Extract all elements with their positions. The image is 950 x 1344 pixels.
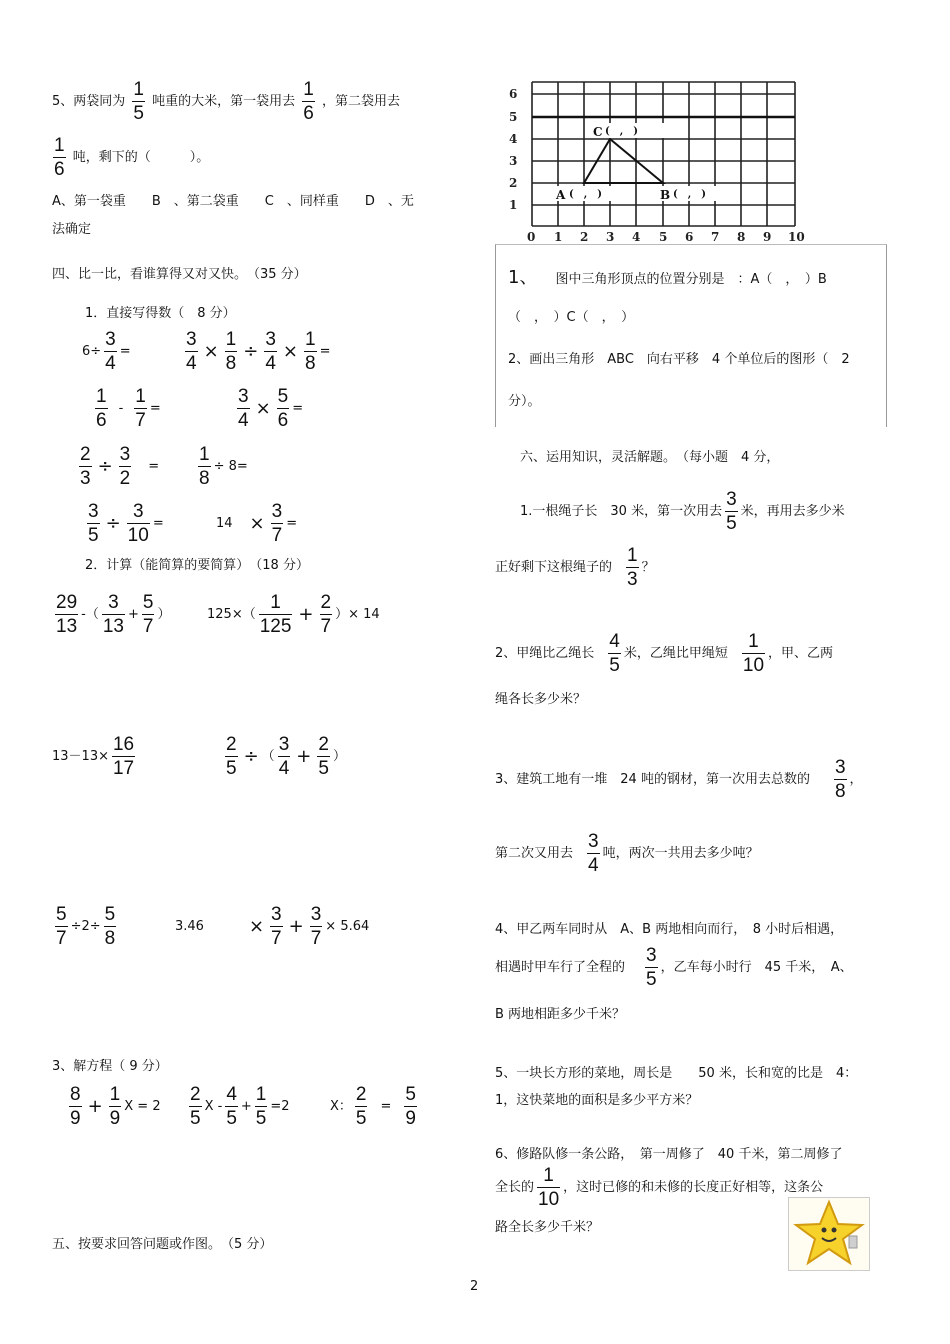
y-tick: 3 <box>509 154 518 168</box>
star-mascot-icon <box>788 1197 870 1271</box>
equation-1: $\frac{8}{9}$ + $\frac{1}{9}$ X = 2 <box>70 1084 161 1129</box>
problem-6-line3: 路全长多少千米？ <box>495 1220 600 1235</box>
y-tick: 1 <box>509 198 518 212</box>
x-tick: 8 <box>737 230 746 244</box>
fraction: $\frac{1}{5}$ <box>133 79 144 124</box>
y-tick: 2 <box>509 176 518 190</box>
y-tick: 5 <box>509 110 518 124</box>
x-tick: 6 <box>685 230 694 244</box>
problem-2-line1: 2、甲绳比乙绳长 $\frac{4}{5}$ 米，乙绳比甲绳短 $\frac{1}{10}$ ，甲、乙两 <box>495 631 834 676</box>
calc-3: 13－13× $\frac{16}{17}$ <box>52 734 135 779</box>
calc-6: 3.46 × $\frac{3}{7}$ + $\frac{3}{7}$ × 5.64 <box>175 904 370 949</box>
section-4-title: 四、比一比，看谁算得又对又快。 （35 分） <box>52 267 307 282</box>
expr-8: 14 × $\frac{3}{7}$ = <box>216 501 298 546</box>
vertex-a-label: A <box>556 188 566 202</box>
problem-4-line2: 相遇时甲车行了全程的 $\frac{3}{5}$ ，乙车每小时行 45 千米， A、 <box>495 945 853 990</box>
q5-options: A、第一袋重 B 、第二袋重 C 、同样重 D 、无 <box>52 194 414 209</box>
box-q1-line2: （ ， ）C（ ， ） <box>508 310 635 325</box>
y-tick: 4 <box>509 132 518 146</box>
subsection-1-title: 1．直接写得数（ 8 分） <box>85 306 236 321</box>
section-5-title: 五、按要求回答问题或作图。 （5 分） <box>52 1237 273 1252</box>
problem-2-line2: 绳各长多少米？ <box>495 692 587 707</box>
equation-3: X： $\frac{2}{5}$ = $\frac{5}{9}$ <box>330 1084 416 1129</box>
vertex-c-coords: ( , ) <box>605 126 638 137</box>
calc-5: $\frac{5}{7}$ ÷2÷ $\frac{5}{8}$ <box>56 904 116 949</box>
calc-2: 125×（ $\frac{1}{125}$ + $\frac{2}{7}$ ）× 14 <box>207 592 380 637</box>
calc-4: $\frac{2}{5}$ ÷ （ $\frac{3}{4}$ + $\frac{2}{5}$ ） <box>226 734 346 779</box>
x-tick: 4 <box>632 230 641 244</box>
fraction: $\frac{1}{6}$ <box>54 135 65 180</box>
box-q2-line2: 分）。 <box>508 394 541 409</box>
problem-5-line1: 5、一块长方形的菜地，周长是 50 米，长和宽的比是 4： <box>495 1066 858 1081</box>
expr-3: $\frac{1}{6}$ - $\frac{1}{7}$ = <box>96 386 161 431</box>
vertex-b-label: B <box>660 188 671 202</box>
expr-7: $\frac{3}{5}$ ÷ $\frac{3}{10}$ = <box>88 501 164 546</box>
problem-6-line1: 6、修路队修一条公路， 第一周修了 40 千米，第二周修了 <box>495 1147 843 1162</box>
problem-1-line1: 1.一根绳子长 30 米，第一次用去 $\frac{3}{5}$ 米，再用去多少米 <box>520 489 845 534</box>
vertex-a-coords: ( , ) <box>569 189 602 200</box>
subsection-2-title: 2．计算（能简算的要简算） （18 分） <box>85 558 309 573</box>
subsection-3-title: 3、解方程（ 9 分） <box>52 1059 168 1074</box>
calc-1: $\frac{29}{13}$ -（ $\frac{3}{13}$ + $\frac{5}{7}$ ） <box>56 592 171 637</box>
box-q1-line1: 1、 图中三角形顶点的位置分别是 ：A（ ， ）B <box>508 267 827 288</box>
problem-4-line1: 4、甲乙两车同时从 A、B 两地相向而行， 8 小时后相遇， <box>495 922 844 937</box>
vertex-c-label: C <box>593 125 603 139</box>
problem-1-line2: 正好剩下这根绳子的 $\frac{1}{3}$ ？ <box>495 545 655 590</box>
expr-6: $\frac{1}{8}$ ÷ 8= <box>199 444 248 489</box>
q5-options-cont: 法确定 <box>52 222 92 237</box>
x-tick: 0 <box>527 230 536 244</box>
x-tick: 1 <box>554 230 563 244</box>
x-tick: 10 <box>788 230 805 244</box>
x-tick: 5 <box>659 230 668 244</box>
problem-4-line3: B 两地相距多少千米？ <box>495 1007 626 1022</box>
x-tick: 3 <box>606 230 615 244</box>
expr-2: $\frac{3}{4}$ × $\frac{1}{8}$ ÷ $\frac{3}{4}$ × $\frac{1}{8}$ = <box>186 329 331 374</box>
problem-5-line2: 1，这快菜地的面积是多少平方米？ <box>495 1093 699 1108</box>
section-6-title: 六、运用知识，灵活解题。 （每小题 4 分， <box>520 450 780 465</box>
expr-4: $\frac{3}{4}$ × $\frac{5}{6}$ = <box>238 386 304 431</box>
y-tick: 6 <box>509 87 518 101</box>
q5-line1: 5、两袋同为 $\frac{1}{5}$ 吨重的大米，第一袋用去 $\frac{1}{6}$ ，第二袋用去 <box>52 79 401 124</box>
fraction: $\frac{1}{6}$ <box>303 79 314 124</box>
expr-5: $\frac{2}{3}$ ÷ $\frac{3}{2}$ = <box>80 444 160 489</box>
box-q2-line1: 2、画出三角形 ABC 向右平移 4 个单位后的图形（ 2 <box>508 352 850 367</box>
x-tick: 9 <box>763 230 772 244</box>
coordinate-grid <box>505 76 805 248</box>
vertex-b-coords: ( , ) <box>673 189 706 200</box>
x-tick: 7 <box>711 230 720 244</box>
equation-2: $\frac{2}{5}$ X - $\frac{4}{5}$ + $\frac{1}{5}$ =2 <box>190 1084 290 1129</box>
page-number: 2 <box>470 1279 479 1294</box>
expr-1: 6÷ $\frac{3}{4}$ = <box>82 329 131 374</box>
problem-3-line2: 第二次又用去 $\frac{3}{4}$ 吨，两次一共用去多少吨？ <box>495 831 759 876</box>
x-tick: 2 <box>580 230 589 244</box>
q5-line2: $\frac{1}{6}$ 吨，剩下的（ ）。 <box>54 135 210 180</box>
problem-3-line1: 3、建筑工地有一堆 24 吨的钢材，第一次用去总数的 $\frac{3}{8}$ ， <box>495 757 863 802</box>
problem-6-line2: 全长的 $\frac{1}{10}$ ，这时已修的和未修的长度正好相等，这条公 <box>495 1165 824 1210</box>
